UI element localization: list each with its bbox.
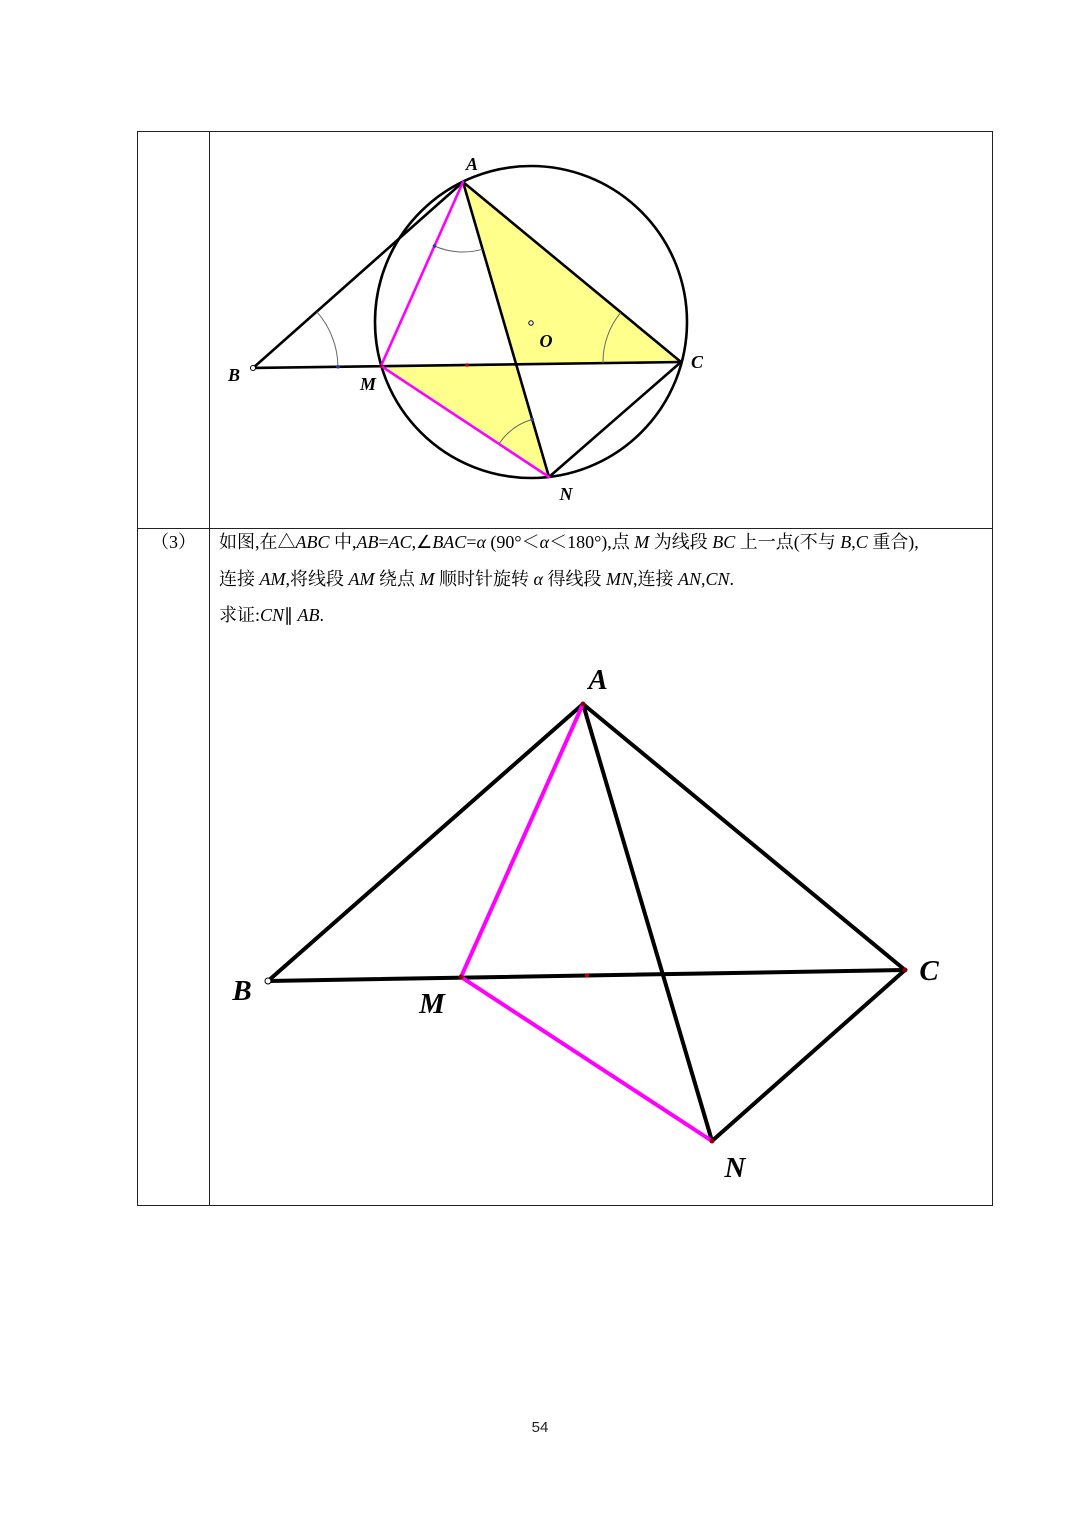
text-run: 顺时针旋转 [434,569,534,589]
math-variable: C [855,532,868,552]
problem-table [137,131,993,1206]
problem-text-line-3 [219,604,324,626]
problem-text-line-2 [219,568,734,590]
text-run: ,连接 [632,569,678,589]
label-n: N [724,1152,746,1184]
text-run: (90°＜ [485,532,540,552]
segment-cn [712,970,905,1141]
text-run: . [319,605,325,625]
point-c [903,968,908,973]
midpoint-bc [465,363,469,367]
segment-ac [583,704,905,970]
label-m: M [419,988,445,1020]
math-variable: AB [356,532,379,552]
text-run: ,∠ [411,532,433,552]
figure-circle-diagram [210,132,992,528]
math-variable: α [539,532,550,552]
segment-mn [461,977,712,1141]
segment-am [461,704,583,977]
text-run: 重合), [867,532,919,552]
label-o: O [539,331,553,351]
label-n: N [559,484,573,504]
math-variable: M [419,569,435,589]
math-variable: α [476,532,486,552]
math-variable: CN [705,569,730,589]
figure-triangle-diagram [210,529,992,1205]
math-variable: AB [297,605,320,625]
segment-ba [268,704,583,981]
arc-marker-point [336,365,340,369]
row1-index-cell [138,132,210,529]
math-variable: M [634,532,650,552]
point-b [251,366,256,371]
problem-number: （3） [151,532,196,552]
label-c: C [690,352,704,372]
text-run: , [851,532,856,552]
arc-marker-point [433,244,437,248]
math-variable: AN [677,569,701,589]
math-variable: BAC [432,532,467,552]
math-variable: BC [712,532,736,552]
point-n [710,1139,715,1144]
text-run: 绕点 [374,569,420,589]
point-a [581,702,586,707]
page-number: 54 [531,1419,549,1436]
label-b: B [227,365,241,385]
label-b: B [232,975,252,1007]
text-run: 上一点(不与 [735,532,841,552]
row2-index-cell [138,529,210,1205]
math-variable: MN [605,569,633,589]
text-run: = [378,532,389,552]
math-variable: AC [388,532,412,552]
math-variable: CN [260,605,285,625]
text-run: . [729,569,734,589]
label-m: M [359,374,377,394]
point-m [459,975,464,980]
label-c: C [919,955,939,987]
point-b [265,978,271,984]
text-run: = [466,532,477,552]
text-run: ∥ [284,605,298,625]
text-run: , [700,569,706,589]
text-run: 如图,在△ [219,532,296,552]
text-run: 连接 [219,569,260,589]
math-variable: ABC [295,532,330,552]
problem-text-line-1 [219,531,919,553]
midpoint-bc [585,973,589,977]
angle-arc-b [317,312,338,367]
segment-ba [253,182,463,368]
math-variable: AM [348,569,375,589]
text-run: 为线段 [649,532,713,552]
math-variable: B [840,532,852,552]
row2-content-cell [210,529,992,1205]
point-o [529,321,533,325]
text-run: ＜180°),点 [549,532,635,552]
label-a: A [465,154,479,174]
angle-arc-a [435,246,483,252]
text-run: ,将线段 [285,569,349,589]
text-run: 中, [329,532,357,552]
row1-figure-cell [210,132,992,529]
text-run: 得线段 [542,569,606,589]
point-m [379,364,382,367]
math-variable: AM [259,569,286,589]
math-variable: α [533,569,543,589]
text-run: 求证: [219,605,261,625]
label-a: A [588,664,608,696]
segment-cn [549,362,681,477]
segment-an [583,704,712,1141]
arc-marker-point [530,418,534,422]
